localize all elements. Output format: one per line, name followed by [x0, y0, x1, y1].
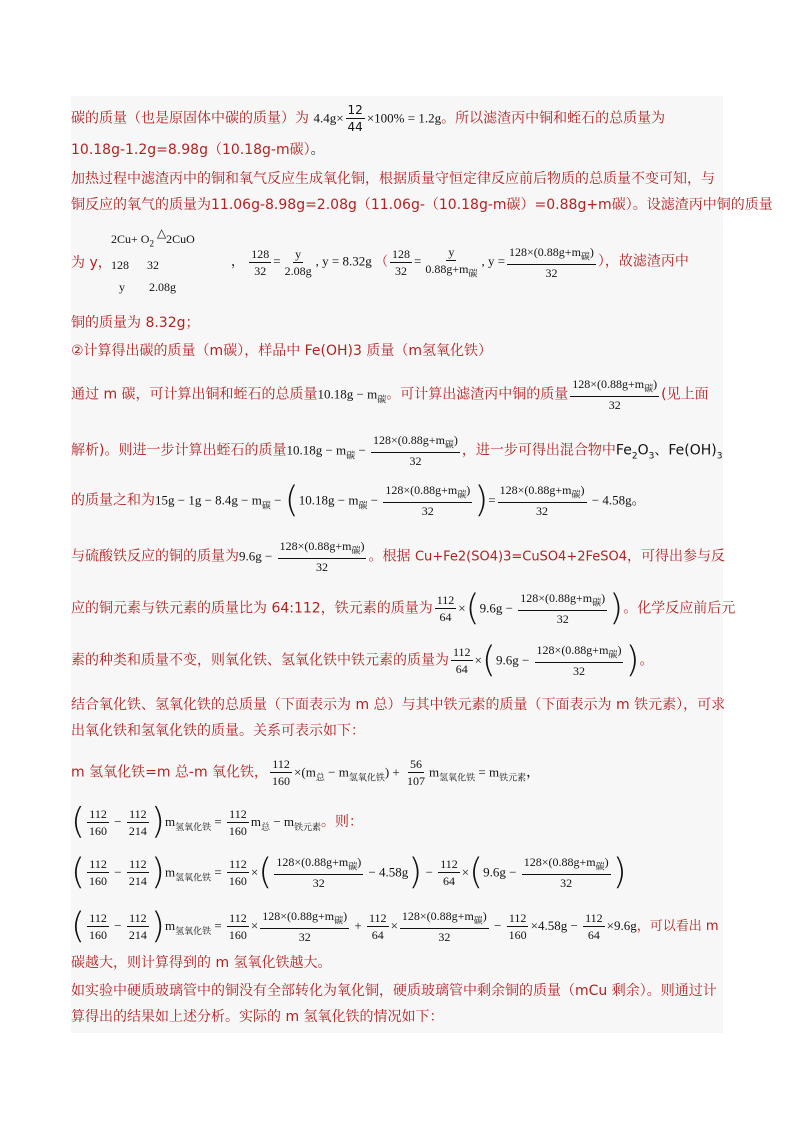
- subscript: 碳: [444, 439, 454, 450]
- text-line-7: [71, 342, 492, 360]
- fraction: [423, 244, 479, 281]
- paren: ): [604, 855, 609, 869]
- plus: +: [351, 918, 365, 934]
- result: , y =: [481, 253, 506, 269]
- text-line-6: [71, 314, 200, 332]
- numerator: 128: [251, 247, 270, 262]
- denominator: 32: [536, 504, 549, 519]
- numerator: 112: [89, 806, 107, 821]
- times: ×: [294, 764, 302, 780]
- numerator: [507, 244, 596, 265]
- denominator: 32: [409, 454, 422, 469]
- denominator: 64: [439, 610, 452, 625]
- text: 。: [631, 492, 646, 509]
- equation-masses: 128 32: [111, 258, 159, 273]
- minus: −: [111, 864, 125, 880]
- text-line-2: [71, 141, 325, 159]
- math: m: [164, 864, 176, 880]
- math: 15g − 1g − 8.4g − m: [155, 492, 262, 508]
- text: m 氢氧化铁=m 总-m 氧化铁，: [71, 764, 269, 781]
- numerator: [274, 854, 363, 875]
- denominator: 32: [394, 264, 407, 279]
- subscript: 碳: [377, 394, 387, 405]
- text: 与硫酸铁反应的铜的质量为: [71, 548, 239, 565]
- fraction: [507, 910, 529, 943]
- text: 通过 m 碳，可计算出铜和蛭石的总质量: [71, 386, 318, 403]
- subscript: 2: [631, 451, 638, 462]
- subscript: 氢氧化铁: [439, 772, 476, 783]
- fraction: [127, 806, 149, 839]
- denominator: 32: [572, 664, 585, 679]
- text: 。: [639, 652, 654, 669]
- numerator: 112: [508, 911, 527, 926]
- equation-text: 2CuO: [166, 232, 195, 246]
- denominator: 64: [442, 874, 455, 889]
- fraction: [367, 910, 389, 943]
- text: ），故滤渣丙中: [597, 253, 689, 270]
- numerator: [383, 482, 472, 503]
- denominator: 32: [421, 504, 434, 519]
- fraction: [227, 910, 249, 943]
- num-text: 128×(0.88g+m: [279, 539, 352, 553]
- subscript: 碳: [644, 383, 654, 394]
- text: ，进一步可得出混合物中: [461, 442, 616, 459]
- text: 为 y，: [71, 255, 112, 271]
- left-paren: (: [469, 851, 484, 893]
- subscript: 碳: [608, 649, 618, 660]
- text-line-19: [71, 905, 719, 947]
- numerator: 112: [436, 593, 455, 608]
- numerator: 128: [391, 247, 410, 262]
- right-paren: ): [408, 851, 423, 893]
- math: = m: [475, 764, 500, 780]
- numerator: [371, 432, 460, 453]
- math: − m: [324, 764, 349, 780]
- text: 铜反应的氧气的质量为: [71, 197, 211, 213]
- formula: O: [637, 442, 649, 459]
- denominator: 64: [455, 662, 468, 677]
- text-line-16: [71, 756, 540, 789]
- math: 9.6g −: [479, 600, 517, 616]
- fraction: [249, 246, 271, 279]
- result: , y = 8.32g: [315, 253, 372, 269]
- subscript: 碳: [351, 545, 361, 556]
- text-line-1: [71, 102, 665, 135]
- math: − m: [270, 814, 295, 829]
- minus: −: [111, 918, 125, 934]
- numerator: 112: [129, 911, 147, 926]
- numerator: 112: [89, 911, 107, 926]
- right-paren: ): [612, 851, 627, 893]
- denominator: [423, 261, 479, 281]
- text-line-10: [71, 479, 646, 521]
- math: 9.6g −: [239, 548, 276, 564]
- numerator: 112: [229, 806, 247, 821]
- denominator: 32: [608, 398, 621, 413]
- math: −: [270, 492, 285, 508]
- fraction: [283, 246, 314, 279]
- math: m: [429, 764, 440, 780]
- subscript: 碳: [468, 268, 478, 279]
- fraction: [583, 910, 605, 943]
- denominator: 32: [438, 930, 451, 945]
- denominator: 160: [89, 823, 108, 838]
- text-line-15: [71, 722, 365, 740]
- text-line-17: [71, 801, 364, 842]
- paren: ): [360, 539, 365, 553]
- text: 解析)。则进一步计算出蛭石的质量: [71, 442, 287, 459]
- text: 素的种类和质量不变，则氧化铁、氢氧化铁中铁元素的质量为: [71, 652, 449, 669]
- equation-unknowns: y 2.08g: [119, 280, 176, 295]
- denominator: 107: [407, 774, 426, 788]
- fraction: [535, 642, 624, 679]
- left-paren: (: [284, 479, 299, 521]
- fraction: [451, 644, 473, 677]
- subscript: 碳: [580, 251, 590, 262]
- fraction: [435, 592, 457, 625]
- document-body: [71, 96, 773, 1033]
- paren: ): [617, 643, 622, 657]
- denominator: 214: [128, 874, 147, 889]
- times: ×: [390, 918, 398, 934]
- text: 。根据: [368, 548, 415, 565]
- text: ，可以看出 m: [636, 919, 719, 935]
- math: 9.6g −: [483, 864, 520, 880]
- denominator: 160: [228, 928, 247, 943]
- num-text: 128×(0.88g+m: [523, 855, 596, 869]
- numerator: 56: [410, 757, 423, 771]
- math: m: [250, 814, 262, 829]
- math: ×9.6g: [606, 918, 637, 934]
- den-text: 0.88g+m: [425, 262, 469, 276]
- text-line-4: [71, 196, 773, 214]
- subscript: 碳: [348, 861, 358, 872]
- denominator: 32: [545, 266, 558, 281]
- num-text: 128×(0.88g+m: [373, 433, 445, 447]
- math: m: [164, 814, 176, 829]
- subscript: 3: [648, 451, 655, 462]
- text-line-3: [71, 170, 715, 188]
- fraction: [270, 756, 292, 789]
- num-text: 128×(0.88g+m: [509, 245, 581, 259]
- formula: Fe: [615, 442, 632, 459]
- math: 10.18g − m: [286, 442, 347, 458]
- times: ×: [250, 864, 259, 880]
- ratio: 64:112: [271, 600, 321, 617]
- num-text: 128×(0.88g+m: [385, 483, 458, 497]
- fraction: [227, 806, 249, 839]
- minus: −: [490, 918, 505, 934]
- equation-text: 2Cu+ O: [111, 232, 150, 246]
- right-paren: ): [474, 479, 489, 521]
- text: 出氧化铁和氢氧化铁的质量。关系可表示如下：: [71, 723, 365, 739]
- num-text: 128×(0.88g+m: [520, 591, 593, 605]
- math: − 4.58g: [365, 864, 409, 880]
- paren: ): [653, 377, 658, 391]
- denominator: 32: [556, 612, 569, 627]
- numerator: y: [448, 245, 455, 259]
- numerator: [570, 376, 659, 397]
- subscript: 碳: [457, 489, 467, 500]
- text-line-21: [71, 982, 717, 1000]
- text-line-9: [71, 432, 722, 469]
- math: 10.18g − m: [298, 492, 359, 508]
- proportion-equation: [231, 244, 689, 281]
- subscript: 碳: [334, 915, 344, 926]
- math: m: [164, 918, 176, 934]
- right-paren: ): [609, 587, 624, 629]
- fraction: [405, 756, 427, 789]
- fraction: [87, 856, 109, 889]
- text: 10.18g-1.2g=8.98g（10.18g-m碳）: [71, 142, 311, 158]
- text-line-11: [71, 538, 725, 575]
- text: 结合氧化铁、氢氧化铁的总质量（下面表示为 m 总）与其中铁元素的质量（下面表示为 m 铁元素），可求: [71, 697, 726, 713]
- times: ×: [461, 864, 470, 880]
- heat-symbol: △: [156, 226, 167, 240]
- text-line-12: [71, 587, 736, 629]
- text: ，铁元素的质量为: [320, 600, 433, 617]
- numerator: 112: [89, 857, 107, 872]
- text: 。可计算出滤渣丙中铜的质量: [386, 386, 569, 403]
- subscript: 碳: [571, 489, 581, 500]
- paren: ): [343, 909, 348, 923]
- denominator: 214: [128, 928, 147, 943]
- math: −: [355, 442, 370, 458]
- left-paren: (: [465, 587, 480, 629]
- fraction: [127, 910, 149, 943]
- text: 加热过程中滤渣丙中的铜和氧气反应生成氧化铜，根据质量守恒定律反应前后物质的总质量不变可知，与: [71, 171, 715, 187]
- num-text: 128×(0.88g+m: [276, 855, 349, 869]
- denominator: 160: [272, 774, 291, 788]
- numerator: 12: [347, 103, 363, 117]
- minus: −: [422, 864, 437, 880]
- numerator: [260, 908, 349, 929]
- text-line-8: [71, 376, 709, 413]
- paren: ): [453, 433, 458, 447]
- numerator: [522, 854, 611, 875]
- numerator: y: [295, 247, 302, 262]
- fraction: [518, 590, 607, 627]
- subscript: 碳: [358, 500, 368, 511]
- subscript: 铁元素: [294, 821, 322, 832]
- chem-equation: Cu+Fe2(SO4)3=CuSO4+2FeSO4: [414, 549, 627, 565]
- numerator: [518, 590, 607, 611]
- paren: ): [580, 483, 585, 497]
- left-paren: (: [258, 851, 273, 893]
- text-line-22: [71, 1008, 444, 1026]
- fraction: [498, 482, 587, 519]
- subscript: 铁元素: [499, 772, 527, 783]
- text: 。: [310, 142, 325, 158]
- denominator: 32: [316, 560, 329, 575]
- comma: ，: [231, 253, 245, 269]
- math: ×4.58g −: [530, 918, 582, 934]
- left-paren: (: [71, 801, 86, 842]
- right-paren: ): [625, 639, 640, 681]
- fraction: [346, 102, 365, 135]
- num-text: 128×(0.88g+m: [572, 377, 645, 391]
- times: ×: [474, 652, 482, 668]
- fraction: [438, 856, 460, 889]
- right-paren: ): [150, 905, 165, 947]
- text: ②计算得出碳的质量（m碳），样品中 Fe(OH)3 质量（m氢氧化铁）: [71, 343, 493, 359]
- text: 铜的质量为 8.32g；: [71, 315, 200, 331]
- subscript: 氢氧化铁: [175, 821, 212, 832]
- fraction: [87, 910, 109, 943]
- subscript: 氢氧化铁: [348, 772, 385, 783]
- text: 11.06g-8.98g=2.08g（11.06g-（10.18g-m碳）=0.88g+m碳）: [211, 197, 633, 213]
- text: 算得出的结果如上述分析。实际的 m 氢氧化铁的情况如下：: [71, 1009, 444, 1025]
- math: 4.4g×: [313, 110, 344, 126]
- equals: =: [211, 814, 225, 829]
- denominator: 160: [508, 928, 527, 943]
- numerator: 112: [585, 911, 603, 926]
- fraction: [278, 538, 367, 575]
- subscript: 氢氧化铁: [175, 872, 212, 883]
- numerator: 112: [272, 757, 290, 771]
- subscript: 3: [716, 451, 723, 462]
- subscript: 碳: [473, 915, 483, 926]
- denominator: 32: [312, 876, 325, 891]
- math: 10.18g − m: [317, 386, 378, 402]
- subscript: 氢氧化铁: [175, 925, 212, 936]
- fraction: [274, 854, 363, 891]
- text: (见上面: [661, 386, 709, 403]
- numerator: [278, 538, 367, 559]
- right-paren: ): [150, 801, 165, 842]
- numerator: 112: [369, 911, 387, 926]
- numerator: 112: [129, 806, 147, 821]
- denominator: 32: [560, 876, 573, 891]
- denominator: 2.08g: [284, 264, 312, 279]
- math: ×100% = 1.2g: [366, 110, 442, 126]
- times: ×: [250, 918, 259, 934]
- text-line-20: [71, 954, 332, 972]
- paren: （: [374, 253, 388, 269]
- denominator: 64: [371, 928, 384, 943]
- text: ，可得出参与反: [627, 548, 725, 565]
- text: 碳的质量（也是原固体中碳的质量）为: [71, 110, 309, 127]
- math: 9.6g −: [495, 652, 533, 668]
- denominator: 160: [89, 928, 108, 943]
- chem-equation: [111, 226, 195, 295]
- text-line-13: [71, 639, 654, 681]
- denominator: 32: [254, 264, 267, 279]
- subscript: 总: [261, 821, 271, 832]
- subscript: 碳: [261, 500, 271, 511]
- fraction: [127, 856, 149, 889]
- formula: 、Fe(OH): [654, 442, 717, 459]
- paren: ): [357, 855, 362, 869]
- denominator: 214: [128, 823, 147, 838]
- math: −: [367, 492, 382, 508]
- fraction: [570, 376, 659, 413]
- subscript: 碳: [346, 450, 356, 461]
- numerator: 112: [229, 857, 247, 872]
- numerator: 112: [229, 911, 247, 926]
- num-text: 128×(0.88g+m: [536, 643, 609, 657]
- text-line-5: [71, 254, 112, 272]
- denominator: 160: [228, 823, 247, 838]
- equals: =: [488, 492, 496, 508]
- math: (m: [301, 764, 316, 780]
- left-paren: (: [481, 639, 496, 681]
- fraction: [390, 246, 412, 279]
- text: 应的铜元素与铁元素的质量比为: [71, 600, 272, 617]
- denominator: 44: [347, 120, 363, 134]
- denominator: 32: [298, 930, 311, 945]
- subscript: 2: [149, 238, 154, 249]
- text: 如实验中硬质玻璃管中的铜没有全部转化为氧化铜，硬质玻璃管中剩余铜的质量（mCu 剩余）。则通过计: [71, 983, 717, 999]
- math: ): [384, 764, 390, 780]
- num-text: 128×(0.88g+m: [401, 909, 474, 923]
- numerator: 112: [453, 645, 471, 660]
- subscript: 总: [315, 772, 325, 783]
- numerator: [498, 482, 587, 503]
- denominator: 160: [89, 874, 108, 889]
- numerator: [535, 642, 624, 663]
- equals: =: [211, 918, 225, 934]
- text-line-18: [71, 851, 627, 893]
- text: 。化学反应前后元: [623, 600, 736, 617]
- times: ×: [458, 600, 466, 616]
- fraction: [383, 482, 472, 519]
- fraction: [371, 432, 460, 469]
- denominator: 64: [587, 928, 600, 943]
- math: − 4.58g: [588, 492, 632, 508]
- equals: =: [211, 864, 225, 880]
- text: 。所以滤渣丙中铜和蛭石的总质量为: [441, 110, 666, 127]
- text: 。设滤渣丙中铜的质量: [632, 197, 773, 213]
- text: ，: [526, 764, 541, 781]
- subscript: 碳: [595, 861, 605, 872]
- paren: ): [601, 591, 606, 605]
- text: 。则：: [321, 814, 364, 830]
- text-line-14: [71, 696, 725, 714]
- fraction: [507, 244, 596, 281]
- minus: −: [111, 814, 125, 829]
- right-paren: ): [150, 851, 165, 893]
- fraction: [522, 854, 611, 891]
- fraction: [87, 806, 109, 839]
- subscript: 碳: [592, 597, 602, 608]
- fraction: [260, 908, 349, 945]
- text: 碳越大，则计算得到的 m 氢氧化铁越大。: [71, 955, 332, 971]
- numerator: [400, 908, 489, 929]
- text: 的质量之和为: [71, 492, 155, 509]
- paren: ): [482, 909, 487, 923]
- plus: +: [389, 764, 404, 780]
- paren: ): [466, 483, 471, 497]
- equals: =: [413, 253, 422, 269]
- equals: =: [273, 253, 281, 269]
- num-text: 128×(0.88g+m: [499, 483, 572, 497]
- numerator: 112: [440, 857, 458, 872]
- left-paren: (: [71, 851, 86, 893]
- num-text: 128×(0.88g+m: [262, 909, 335, 923]
- fraction: [227, 856, 249, 889]
- paren: ): [589, 245, 594, 259]
- fraction: [400, 908, 489, 945]
- denominator: 160: [228, 874, 247, 889]
- left-paren: (: [71, 905, 86, 947]
- numerator: 112: [129, 857, 147, 872]
